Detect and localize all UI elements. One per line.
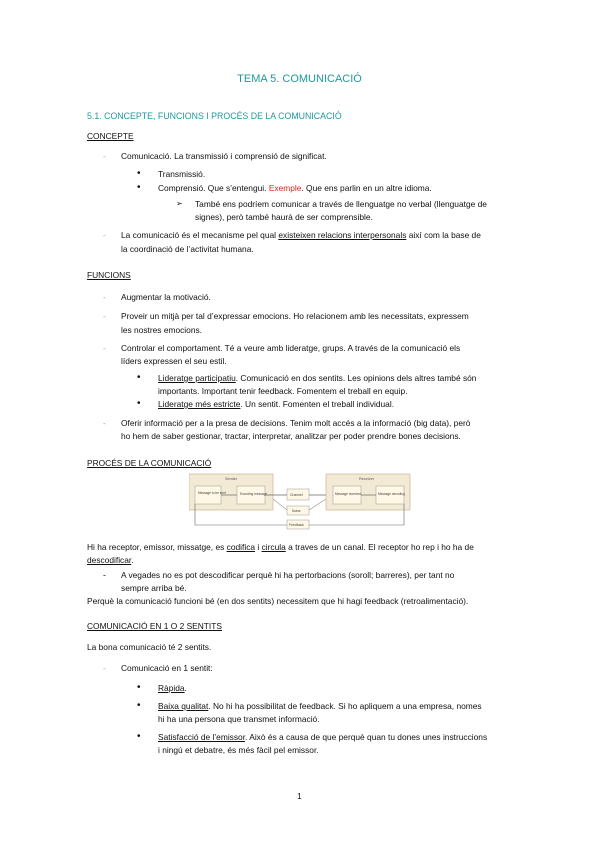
proces-heading: PROCÉS DE LA COMUNICACIÓ: [87, 458, 212, 468]
sender-label: Sender: [225, 477, 238, 481]
dash-marker: -: [103, 344, 106, 353]
text: . No hi ha possibilitat de feedback. Si ho apliquem a una empresa, nomes: [208, 701, 482, 711]
text: . Comunicació en dos sentits. Les opinions dels altres també són: [235, 373, 477, 383]
encoding-label: Encoding message: [240, 492, 268, 496]
bullet-rapida: [158, 682, 187, 695]
mechanism-line2: la coordinació de l’activitat humana.: [121, 244, 254, 254]
lideratge-participatiu-line1: [158, 372, 476, 385]
funcio-1: Augmentar la motivació.: [121, 292, 211, 302]
arrow-item-line1: També ens podríem comunicar a través de llenguatge no verbal (llenguatge de: [195, 199, 487, 209]
feedback-label: Feedback: [289, 523, 304, 527]
exemple-highlight: Exemple: [268, 183, 302, 193]
proces-paragraph-line2: [87, 554, 134, 567]
bullet-baixa-qualitat-line1: [158, 700, 482, 713]
underlined-term: Ràpida: [158, 683, 185, 693]
lideratge-estricte: [158, 398, 394, 411]
underlined-term: Lideratge participatiu: [158, 373, 236, 383]
underlined-term: descodificar: [87, 555, 132, 565]
noise-arrow: [309, 499, 326, 510]
channel-label: Channel: [290, 493, 303, 497]
dash-marker: -: [103, 570, 106, 580]
message-to-send-label: Message to be sent: [198, 491, 226, 495]
dash-marker: -: [103, 419, 106, 428]
message-received-label: Message received: [335, 492, 361, 496]
concepte-definition: Comunicació. La transmissió i comprensió de significat.: [121, 151, 327, 161]
dash-marker: -: [103, 312, 106, 321]
underlined-term: circula: [261, 542, 286, 552]
text: . Un sentit. Fomenten el treball individual.: [240, 399, 395, 409]
bullet-satisfaccio-line2: i ningú et debatre, és més fàcil pel emissor.: [158, 745, 319, 755]
funcio-2-line1: Proveir un mitjà per tal d’expressar emocions. Ho relacionem amb les necessitats, expressem: [121, 311, 469, 321]
concepte-heading: CONCEPTE: [87, 131, 134, 141]
proces-dash-line2: sempre arriba bé.: [121, 583, 187, 593]
section-heading: 5.1. CONCEPTE, FUNCIONS I PROCÉS DE LA COMUNICACIÓ: [87, 111, 342, 121]
dash-marker: -: [103, 231, 106, 240]
text: Comprensió. Que s’entengui.: [158, 183, 269, 193]
decoding-label: Message decoding: [378, 492, 405, 496]
bullet-baixa-qualitat-line2: hi ha una persona que transmet informació.: [158, 714, 320, 724]
underlined-term: Lideratge més estricte: [158, 399, 241, 409]
sentit-one-label: Comunicació en 1 sentit:: [121, 663, 213, 673]
bullet-satisfaccio-line1: [158, 731, 487, 744]
text: . Que ens parlin en un altre idioma.: [301, 183, 432, 193]
dash-marker: -: [103, 152, 106, 161]
proces-paragraph-line1: [87, 541, 474, 554]
text: . Això és a causa de que perquè quan tu dones unes instruccions: [245, 732, 488, 742]
bullet-comprensio: [158, 182, 432, 195]
page-number: 1: [297, 791, 302, 801]
underlined-term: codifica: [226, 542, 256, 552]
text: així com la base de: [406, 230, 481, 240]
funcio-2-line2: les nostres emocions.: [121, 325, 202, 335]
underlined-term: Baixa qualitat: [158, 701, 209, 711]
text: .: [184, 683, 187, 693]
text: i: [255, 542, 262, 552]
arrow-item-line2: signes), però també haurà de ser comprensible.: [195, 212, 373, 222]
noise-label: Noise: [292, 509, 301, 513]
text: La comunicació és el mecanisme pel qual: [121, 230, 279, 240]
mechanism-line1: [121, 229, 481, 242]
sentits-intro: La bona comunicació té 2 sentits.: [87, 642, 212, 652]
underlined-term: Satisfacció de l’emissor: [158, 732, 246, 742]
communication-process-diagram: [189, 473, 412, 530]
bullet-transmissio: • Transmissió.: [158, 168, 205, 181]
dash-marker: -: [103, 664, 106, 673]
message-to-send-box: [195, 486, 221, 504]
document-title: TEMA 5. COMUNICACIÓ: [237, 73, 362, 85]
funcions-heading: FUNCIONS: [87, 270, 131, 280]
funcio-3-line1: Controlar el comportament. Té a veure amb lideratge, grups. A través de la comunicació els: [121, 343, 461, 353]
text: a traves de un canal. El receptor ho rep i ho ha de: [285, 542, 474, 552]
lideratge-participatiu-line2: importants. Important tenir feedback. Fomentem el treball en equip.: [158, 386, 408, 396]
proces-dash-line1: A vegades no es pot descodificar perquè hi ha pertorbacions (soroll; barreres), per tant no: [121, 570, 455, 580]
dash-marker: -: [103, 293, 106, 302]
arrow-bullet-icon: ➢: [176, 199, 183, 208]
funcio-3-line2: líders expressen el seu estil.: [121, 356, 227, 366]
underlined-term: existeixen relacions interpersonals: [278, 230, 407, 240]
funcio-4-line1: Oferir informació per a la presa de decisions. Tenim molt accés a la informació (big data), però: [121, 418, 471, 428]
funcio-4-line2: ho hem de saber gestionar, tractar, interpretar, analitzar per poder prendre bones decisions.: [121, 431, 461, 441]
text: .: [131, 555, 134, 565]
proces-paragraph-line3: Perquè la comunicació funcioni bé (en dos sentits) necessitem que hi hagi feedback (retroalimentació).: [87, 596, 469, 606]
receiver-label: Receiver: [359, 477, 374, 481]
text: Hi ha receptor, emissor, missatge, es: [87, 542, 227, 552]
noise-arrow: [273, 499, 287, 510]
sentits-heading: COMUNICACIÓ EN 1 O 2 SENTITS: [87, 621, 222, 631]
